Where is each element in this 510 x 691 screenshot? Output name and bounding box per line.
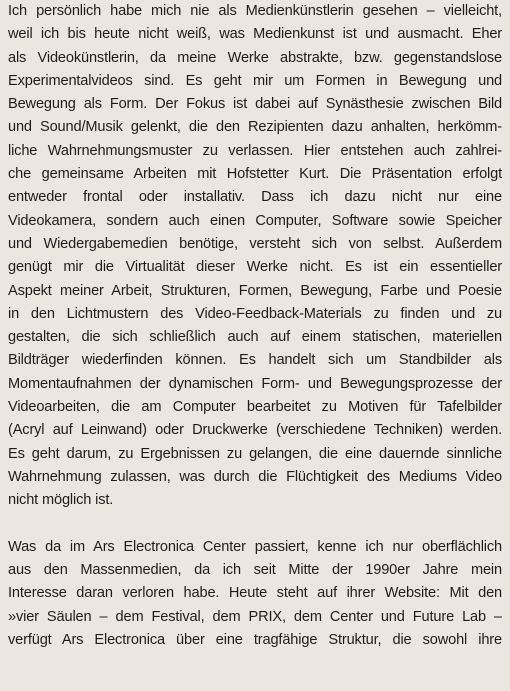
text-line: Was da im Ars Electronica Center passiert, kenne ich nur oberflächlich: [8, 538, 502, 555]
text-line: Videokamera, sondern auch einen Computer, Software sowie Speicher: [8, 212, 502, 229]
text-line: und Sound/Musik gelenkt, die den Rezipienten dazu anhalten, herkömm-: [8, 119, 502, 136]
paragraph-2: [8, 536, 502, 652]
text-line: gestalten, die sich schließlich auch auf einem statischen, materiellen: [8, 329, 502, 346]
text-line: (Acryl auf Leinwand) oder Druckwerke (verschiedene Techniken) werden.: [8, 422, 502, 439]
text-line: aus den Massenmedien, da ich seit Mitte der 1990er Jahre mein: [8, 562, 502, 579]
text-line: »vier Säulen – dem Festival, dem PRIX, dem Center und Future Lab –: [8, 608, 502, 625]
text-line: Bewegung als Form. Der Fokus ist dabei auf Synästhesie zwischen Bild: [8, 96, 502, 113]
text-line: Momentaufnahmen der dynamischen Form- und Bewegungsprozesse der: [8, 375, 502, 392]
text-line: als Videokünstlerin, da meine Werke abstrakte, bzw. gegenstandslose: [8, 49, 502, 66]
text-line: Experimentalvideos sind. Es geht mir um Formen in Bewegung und: [8, 72, 502, 89]
paragraph-spacer: [8, 513, 502, 536]
text-line: weil ich bis heute nicht weiß, was Medienkunst ist und ausmacht. Eher: [8, 26, 502, 43]
text-line: che gemeinsame Arbeiten mit Hofstetter Kurt. Die Präsentation erfolgt: [8, 166, 502, 183]
text-line: Interesse daran verloren habe. Heute steht auf ihrer Website: Mit den: [8, 585, 502, 602]
text-line: Bildträger wiederfinden können. Es handelt sich um Standbilder als: [8, 352, 502, 369]
text-line: genügt mir die Virtualität dieser Werke nicht. Es ist ein essentieller: [8, 259, 502, 276]
paragraph-1: [8, 0, 502, 513]
text-line: Ich persönlich habe mich nie als Medienkünstlerin gesehen – vielleicht,: [8, 3, 502, 19]
text-line: Aspekt meiner Arbeit, Strukturen, Formen, Bewegung, Farbe und Poesie: [8, 282, 502, 299]
text-line: Es geht darum, zu Ergebnissen zu gelangen, die eine dauernde sinnliche: [8, 445, 502, 462]
text-line: Videoarbeiten, die am Computer bearbeitet zu Motiven für Tafelbilder: [8, 399, 502, 416]
text-line: entweder frontal oder installativ. Dass ich dazu nicht nur eine: [8, 189, 502, 206]
text-line: nicht möglich ist.: [8, 492, 114, 509]
text-line: in den Lichtmustern des Video-Feedback-Materials zu finden und zu: [8, 305, 502, 322]
text-line: und Wiedergabemedien benötige, versteht sich von selbst. Außerdem: [8, 235, 502, 252]
text-line: liche Wahrnehmungsmuster zu verlassen. Hier entstehen auch zahlrei-: [8, 142, 502, 159]
text-line: Wahrnehmung zulassen, was durch die Flüchtigkeit des Mediums Video: [8, 468, 502, 485]
text-line: verfügt Ars Electronica über eine tragfähige Struktur, die sowohl ihre: [8, 632, 502, 649]
